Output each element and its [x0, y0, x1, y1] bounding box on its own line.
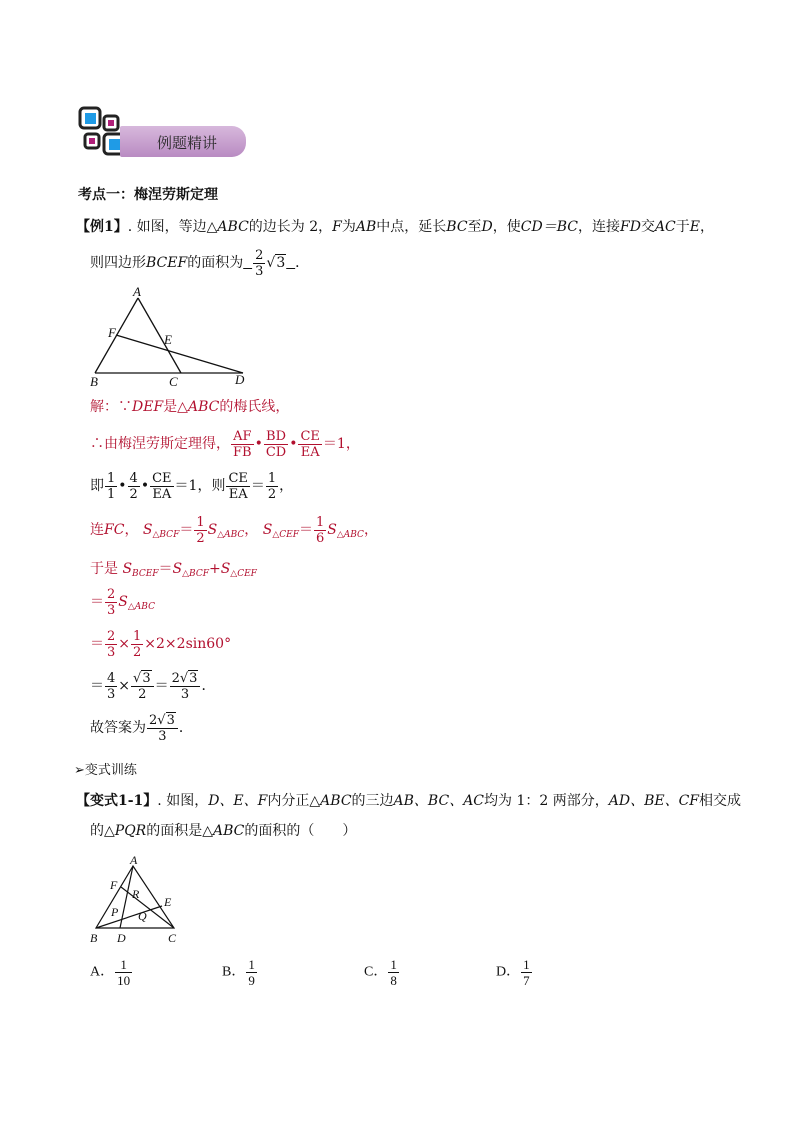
label-B: B: [90, 931, 98, 945]
practice-line1: 【变式1-1】. 如图，D、E、F内分正△ABC的三边AB、BC、AC均为 1：2 两部分，AD、BE、CF相交成: [76, 793, 742, 809]
solution-line8: ＝ $\frac{4}{3}$ × $\frac{√3}{2}$ ＝ $\frac{2√3}{3}$ ．: [90, 670, 216, 702]
practice-line2: 的△PQR的面积是△ABC的面积的（ ）: [90, 823, 357, 839]
section-header-icon: [78, 104, 126, 160]
example1-figure: [86, 284, 256, 390]
answer-blank: [243, 247, 295, 279]
solution-line2: ∴由梅涅劳斯定理得， $\frac{AF}{FB}$ • $\frac{BD}{CD}$ • $\frac{CE}{EA}$ ＝1，: [90, 428, 360, 460]
option-c[interactable]: C． $\frac{1}{8}$: [364, 957, 397, 988]
answer-fraction: $\frac{2}{3}$: [255, 247, 264, 279]
label-A: A: [130, 853, 138, 867]
solution-line4: 连FC， $S_{\triangle BCF}=$ $\frac{1}{2}$ $S_{\triangle ABC}$， $S_{\triangle CEF}=$ $\frac{1}{6}$ $S_{\triangle ABC}$，: [90, 514, 378, 546]
label-A: A: [133, 284, 141, 299]
section-title: 例题精讲: [157, 134, 218, 152]
solution-line7: ＝ $\frac{2}{3}$ × $\frac{1}{2}$ ×2×2sin60°: [90, 628, 232, 660]
topic-heading: 考点一：梅涅劳斯定理: [78, 187, 218, 203]
label-Q: Q: [138, 909, 147, 923]
example1-line2: 则四边形BCEF的面积为 $\frac{2}{3}$ √3 ．: [90, 247, 310, 279]
arrow-bullet-icon: ➢: [74, 763, 85, 778]
solution-line1: 解：∵DEF是△ABC的梅氏线，: [90, 399, 290, 415]
label-C: C: [169, 374, 178, 389]
option-a[interactable]: A． $\frac{1}{10}$: [90, 957, 131, 988]
cevian-BE: [96, 906, 162, 928]
solution-line5: 于是 $S_{BCEF}=S_{\triangle BCF}+S_{\triangle CEF}$: [90, 561, 257, 579]
label-F: F: [108, 325, 116, 340]
label-P: P: [111, 905, 119, 919]
example1-line1: 【例1】. 如图，等边△ABC的边长为 2，F为AB中点，延长BC至D，使CD＝BC，连接FD交AC于E，: [76, 219, 714, 235]
solution-line9: 故答案为 $\frac{2√3}{3}$ ．: [90, 712, 193, 744]
edge-AC: [138, 298, 181, 373]
label-D: D: [235, 372, 245, 387]
practice-heading: ➢变式训练: [74, 763, 137, 778]
option-b[interactable]: B． $\frac{1}{9}$: [222, 957, 255, 988]
edge-FD: [116, 335, 243, 373]
example1-label: 【例1】: [76, 219, 128, 235]
solution-line3: 即 $\frac{1}{1}$ • $\frac{4}{2}$ • $\frac{CE}{EA}$ ＝1，则 $\frac{CE}{EA}$ ＝ $\frac{1}{2}$ ，: [90, 470, 294, 502]
label-E: E: [164, 895, 172, 909]
label-B: B: [90, 374, 98, 389]
option-d[interactable]: D． $\frac{1}{7}$: [496, 957, 530, 988]
label-C: C: [168, 931, 177, 945]
solution-line6: ＝ $\frac{2}{3}$ $S_{\triangle ABC}$: [90, 586, 155, 618]
label-D: D: [117, 931, 126, 945]
label-R: R: [132, 887, 140, 901]
sqrt-3: √3: [266, 255, 286, 271]
label-E: E: [164, 332, 172, 347]
practice-figure: [86, 852, 186, 948]
label-F: F: [110, 878, 118, 892]
